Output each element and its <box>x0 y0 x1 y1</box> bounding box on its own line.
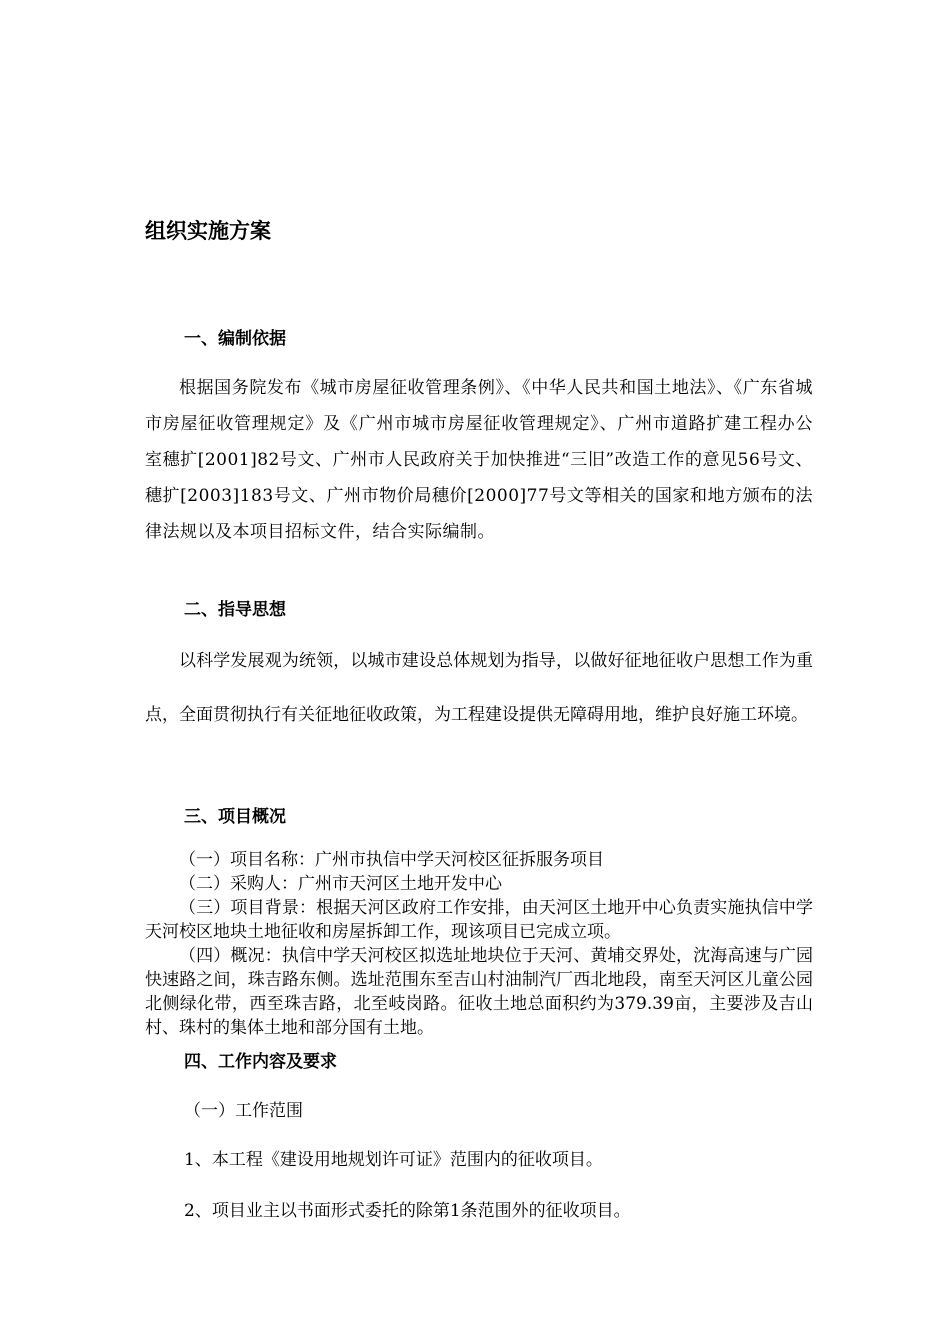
document-title: 组织实施方案 <box>145 219 271 243</box>
section-heading-project-overview: 三、项目概况 <box>184 807 286 827</box>
section-heading-work-content: 四、工作内容及要求 <box>184 1052 337 1072</box>
work-scope-item-1: 1、本工程《建设用地规划许可证》范围内的征收项目。 <box>184 1150 603 1170</box>
section-body-guiding-thought: 以科学发展观为统领，以城市建设总体规划为指导，以做好征地征收户思想工作为重点，全面贯彻执行有关征地征收政策，为工程建设提供无障碍用地，维护良好施工环境。 <box>145 651 813 725</box>
section-heading-guiding-thought: 二、指导思想 <box>184 600 286 620</box>
project-overview-list <box>145 848 813 1040</box>
overview-item-purchaser: （二）采购人：广州市天河区土地开发中心 <box>179 874 502 894</box>
section-body-basis: 根据国务院发布《城市房屋征收管理条例》、《中华人民共和国土地法》、《广东省城市房屋征收管理规定》及《广州市城市房屋征收管理规定》、广州市道路扩建工程办公室穗扩[2001]82号文、广州市人民政府关于加快推进“三旧”改造工作的意见56号文、穗扩[2003]183号文、广州市物价局穗价[2000]77号文等相关的国家和地方颁布的法律法规以及本项目招标文件，结合实际编制。 <box>145 378 813 542</box>
work-scope-item-2: 2、项目业主以书面形式委托的除第1条范围外的征收项目。 <box>184 1201 631 1221</box>
overview-item-background: （三）项目背景：根据天河区政府工作安排，由天河区土地开中心负责实施执信中学天河校区地块土地征收和房屋拆卸工作，现该项目已完成立项。 <box>145 898 813 942</box>
overview-item-summary: （四）概况：执信中学天河校区拟选址地块位于天河、黄埔交界处，沈海高速与广园快速路之间，珠吉路东侧。选址范围东至吉山村油制汽厂西北地段，南至天河区儿童公园北侧绿化带，西至珠吉路，北至岐岗路。征收土地总面积约为379.39亩，主要涉及吉山村、珠村的集体土地和部分国有土地。 <box>145 946 813 1038</box>
work-scope-subheading: （一）工作范围 <box>184 1101 303 1121</box>
section-heading-basis: 一、编制依据 <box>184 329 286 349</box>
overview-item-name: （一）项目名称：广州市执信中学天河校区征拆服务项目 <box>179 850 604 870</box>
